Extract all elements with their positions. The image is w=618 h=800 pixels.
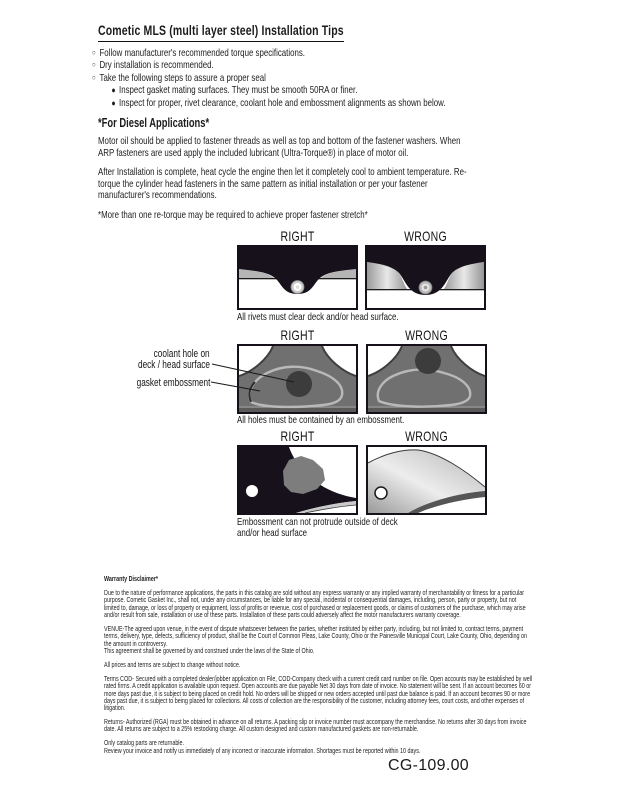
row1-caption-wrap bbox=[237, 312, 537, 323]
warranty-disclaimer bbox=[104, 575, 532, 761]
wrong-label-row1: WRONG bbox=[404, 228, 447, 244]
protrusion-wrong-drawing bbox=[368, 447, 485, 513]
diesel-section-heading: *For Diesel Applications* bbox=[98, 116, 210, 130]
row3-caption-line2: and/or head surface bbox=[237, 527, 308, 539]
paragraph: *More than one re-torque may be required to achieve proper fastener stretch* bbox=[98, 208, 368, 221]
gasket-embossment-label: gasket embossment bbox=[136, 377, 210, 389]
paragraph: Motor oil should be applied to fastener threads as well as top and bottom of the fastener washers. When ARP fasteners are used apply the included lubricant (Ultra-Torque®) in place of motor oil. bbox=[98, 135, 461, 159]
row1-caption: All rivets must clear deck and/or head surface. bbox=[237, 311, 399, 323]
bolt-hole bbox=[375, 487, 387, 499]
disclaimer-heading: Warranty Disclaimer* bbox=[104, 574, 159, 583]
disclaimer-paragraph: VENUE-The agreed upon venue, in the event of dispute whatsoever between the parties, whether instituted by either party, including, but not limited to, contract terms, payment terms, delivery, type, defects, sufficiency of product, shall be the Court of Common Pleas, Lake County, Ohio or the Painesville Municipal Court, Lake County, Ohio, depending on the amount in controversy. This agreement shall be governed by and construed under the laws of the State of Ohio. bbox=[104, 623, 527, 655]
page-title: Cometic MLS (multi layer steel) Installation Tips bbox=[98, 22, 344, 42]
list-item-text: Follow manufacturer's recommended torque specifications. bbox=[99, 47, 305, 59]
wrong-label-row3: WRONG bbox=[405, 428, 448, 444]
diesel-section-body bbox=[98, 136, 476, 229]
right-label-row2: RIGHT bbox=[280, 327, 315, 343]
row2-caption: All holes must be contained by an embossment. bbox=[237, 414, 405, 426]
filled-bullet-icon: ● bbox=[111, 85, 116, 96]
diesel-section-heading-wrap bbox=[98, 116, 398, 130]
open-bullet-icon: ○ bbox=[92, 48, 96, 57]
paragraph: After Installation is complete, heat cycle the engine then let it completely cool to ambient temperature. Re-torque the cylinder head fasteners in the same pattern as initial installation or per your fastener manufacturer's recommendations. bbox=[98, 166, 467, 201]
bolt-hole bbox=[246, 485, 258, 497]
embossment-wrong-drawing bbox=[368, 346, 485, 412]
list-item bbox=[92, 47, 562, 59]
row3-caption-wrap bbox=[237, 517, 537, 539]
list-item-text: Inspect for proper, rivet clearance, coolant hole and embossment alignments as shown below. bbox=[119, 96, 446, 109]
protrusion-right-drawing bbox=[239, 447, 356, 513]
page-number: CG-109.00 bbox=[388, 757, 469, 774]
disclaimer-paragraph: All prices and terms are subject to change without notice. bbox=[104, 659, 241, 669]
installation-tips-list bbox=[92, 47, 562, 109]
open-bullet-icon: ○ bbox=[92, 72, 96, 82]
list-item-text: Inspect gasket mating surfaces. They must be smooth 50RA or finer. bbox=[119, 84, 358, 97]
row3-caption-line1: Embossment can not protrude outside of deck bbox=[237, 516, 398, 528]
list-item-text: Take the following steps to assure a proper seal bbox=[99, 71, 266, 84]
diagram-rivet-right bbox=[237, 245, 358, 310]
disclaimer-paragraph: Returns- Authorized (RGA) must be obtained in advance on all returns. A packing slip or invoice number must accompany the merchandise. No returns after 30 days from invoice date. All returns are subject to a 25% restocking charge. All custom designed and custom manufactured gaskets are non-returnable. bbox=[104, 717, 527, 734]
page-title-wrap bbox=[98, 22, 518, 42]
rivet-icon bbox=[419, 281, 432, 294]
diagram-rivet-wrong bbox=[365, 245, 486, 310]
row2-caption-wrap bbox=[237, 415, 537, 426]
diagram-protrusion-wrong bbox=[366, 445, 487, 515]
list-item bbox=[112, 84, 563, 96]
open-bullet-icon: ○ bbox=[92, 60, 96, 70]
rivet-right-drawing bbox=[239, 247, 356, 308]
coolant-hole-label: coolant hole on deck / head surface bbox=[137, 348, 210, 371]
disclaimer-paragraph: Due to the nature of performance applications, the parts in this catalog are sold without any express warranty or any implied warranty of merchantability or fitness for a particular purpose. Cometic Gasket Inc., shall not, under any circumstances, be liable for any special, incidental or consequential damages, including, person, party or property, but not limited to, damage, or loss of property or equipment, loss of profits or revenue, cost of purchased or replacement goods, or claims of customers of the purchase, which may arise and/or result from sale, installation or use of these parts. Installation of these parts could adversely affect the motor manufacturers warranty coverage. bbox=[104, 587, 526, 619]
diagram-protrusion-right bbox=[237, 445, 358, 515]
list-item-text: Dry installation is recommended. bbox=[99, 59, 214, 72]
list-item bbox=[112, 97, 563, 109]
list-item bbox=[92, 72, 562, 84]
disclaimer-paragraph: Only catalog parts are returnable. Review your invoice and notify us immediately of any incorrect or inaccurate information. Shortages must be reported within 10 days. bbox=[104, 738, 421, 755]
right-label-row3: RIGHT bbox=[280, 428, 315, 444]
disclaimer-paragraph: Terms COD- Secured with a completed dealer/jobber application on File, COD-Company check with a current credit card number on file. Open accounts may be established by well rated firms. A credit application is available upon request. Open accounts are due payable Net 30 days from date of invoice. No statement will be sent. If an account becomes 60 or more days past due, it is subject to being placed on credit hold. No orders will be shipped or new orders accepted until past due balance is paid. If an account becomes 90 or more days past due, it is subject to being placed for collections. All costs of collection are the responsibility of the customer, including attorney fees, court costs, and other expenses of litigation. bbox=[104, 673, 533, 713]
rivet-icon bbox=[291, 281, 304, 294]
coolant-hole bbox=[415, 348, 441, 374]
filled-bullet-icon: ● bbox=[111, 97, 116, 108]
list-item bbox=[92, 59, 562, 71]
leader-lines bbox=[208, 352, 308, 402]
rivet-wrong-drawing bbox=[367, 247, 484, 308]
wrong-label-row2: WRONG bbox=[405, 327, 448, 343]
diagram-embossment-wrong bbox=[366, 344, 487, 414]
right-label-row1: RIGHT bbox=[280, 228, 315, 244]
